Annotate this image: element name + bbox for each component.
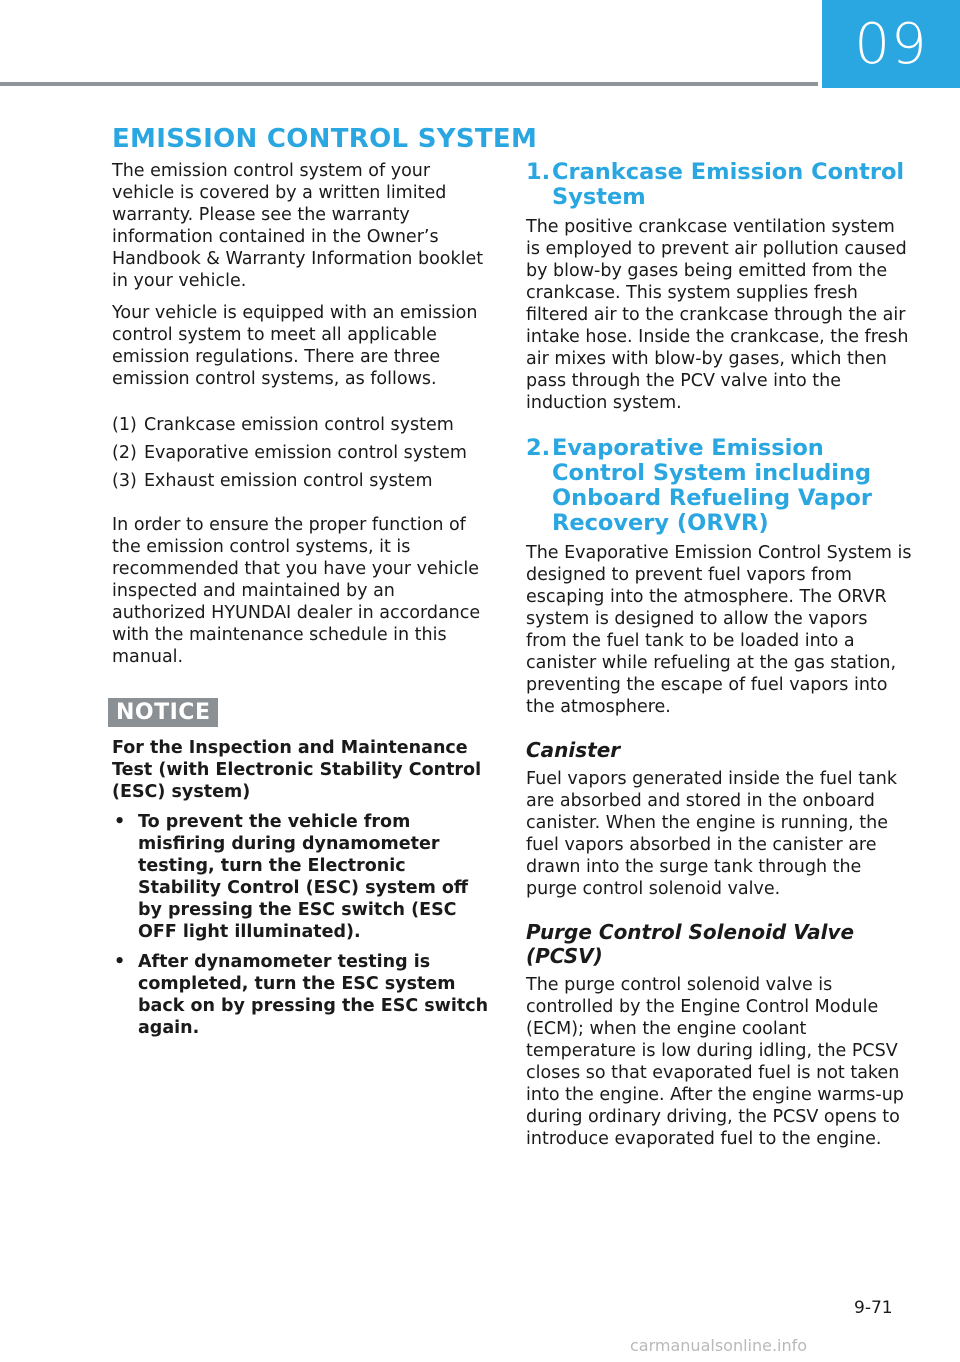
- maintenance-paragraph: In order to ensure the proper function of the emission control systems, it is recommended that you have your vehicle inspected and maintained by an authorized HYUNDAI dealer in accordance with the maintenance schedule in this manual.: [112, 515, 481, 667]
- intro-paragraph: The emission control system of your vehicle is covered by a written limited warranty. Please see the warranty information contained in the Owner’s Handbook & Warranty Information booklet in your vehicle.: [112, 161, 484, 291]
- notice-bullet: [112, 951, 492, 1039]
- page-number: 9-71: [854, 1298, 893, 1318]
- list-item-text: Crankcase emission control system: [144, 415, 454, 435]
- left-column: [112, 124, 538, 1047]
- list-item: [112, 442, 492, 464]
- crankcase-heading: [526, 160, 912, 210]
- list-item: [112, 414, 492, 436]
- notice-bullets: [112, 811, 492, 1039]
- evaporative-heading: [526, 436, 912, 536]
- bullet-icon: •: [114, 812, 126, 832]
- evaporative-paragraph: The Evaporative Emission Control System is designed to prevent fuel vapors from escaping into the atmosphere. The ORVR system is designed to allow the vapors from the fuel tank to be loaded into a canister while refueling at the gas station, preventing the escape of fuel vapors into the atmosphere.: [526, 543, 912, 717]
- notice-title: For the Inspection and Maintenance Test (with Electronic Stability Control (ESC) system): [112, 738, 482, 802]
- list-item-number: (1): [112, 415, 137, 435]
- heading-text: Evaporative Emission Control System including Onboard Refueling Vapor Recovery (ORVR): [552, 435, 872, 536]
- canister-heading: Canister: [526, 738, 621, 762]
- bullet-icon: •: [114, 952, 126, 972]
- right-column: [526, 160, 912, 1160]
- canister-paragraph: Fuel vapors generated inside the fuel tank are absorbed and stored in the onboard canister. When the engine is running, the fuel vapors absorbed in the canister are drawn into the surge tank through the purge control solenoid valve.: [526, 769, 898, 899]
- heading-number: 2.: [526, 435, 551, 461]
- system-list: [112, 414, 492, 492]
- pcsv-heading: Purge Control Solenoid Valve (PCSV): [526, 920, 855, 968]
- crankcase-paragraph: The positive crankcase ventilation system is employed to prevent air pollution caused by blow-by gases being emitted from the crankcase. This system supplies fresh filtered air to the crankcase through the air intake hose. Inside the crankcase, the fresh air mixes with blow-by gases, which then pass through the PCV valve into the induction system.: [526, 217, 909, 413]
- list-item-text: Evaporative emission control system: [144, 443, 467, 463]
- heading-text: Crankcase Emission Control System: [552, 159, 905, 210]
- watermark: carmanualsonline.info: [630, 1336, 808, 1355]
- list-item-number: (2): [112, 443, 137, 463]
- chapter-tab: 09: [822, 0, 960, 88]
- list-item-number: (3): [112, 471, 137, 491]
- header-rule: [0, 82, 818, 86]
- equipment-paragraph: Your vehicle is equipped with an emission control system to meet all applicable emission regulations. There are three emission control systems, as follows.: [112, 303, 478, 389]
- notice-badge: NOTICE: [108, 698, 218, 727]
- notice-bullet-text: After dynamometer testing is completed, turn the ESC system back on by pressing the ESC switch again.: [138, 952, 489, 1038]
- list-item: [112, 470, 492, 492]
- section-title: EMISSION CONTROL SYSTEM: [112, 124, 538, 154]
- heading-number: 1.: [526, 159, 551, 185]
- notice-bullet: [112, 811, 492, 943]
- notice-bullet-text: To prevent the vehicle from misfiring during dynamometer testing, turn the Electronic Stability Control (ESC) system off by pressing the ESC switch (ESC OFF light illuminated).: [138, 812, 469, 942]
- list-item-text: Exhaust emission control system: [144, 471, 433, 491]
- pcsv-paragraph: The purge control solenoid valve is controlled by the Engine Control Module (ECM); when the engine coolant temperature is low during idling, the PCSV closes so that evaporated fuel is not taken into the engine. After the engine warms-up during ordinary driving, the PCSV opens to introduce evaporated fuel to the engine.: [526, 975, 904, 1149]
